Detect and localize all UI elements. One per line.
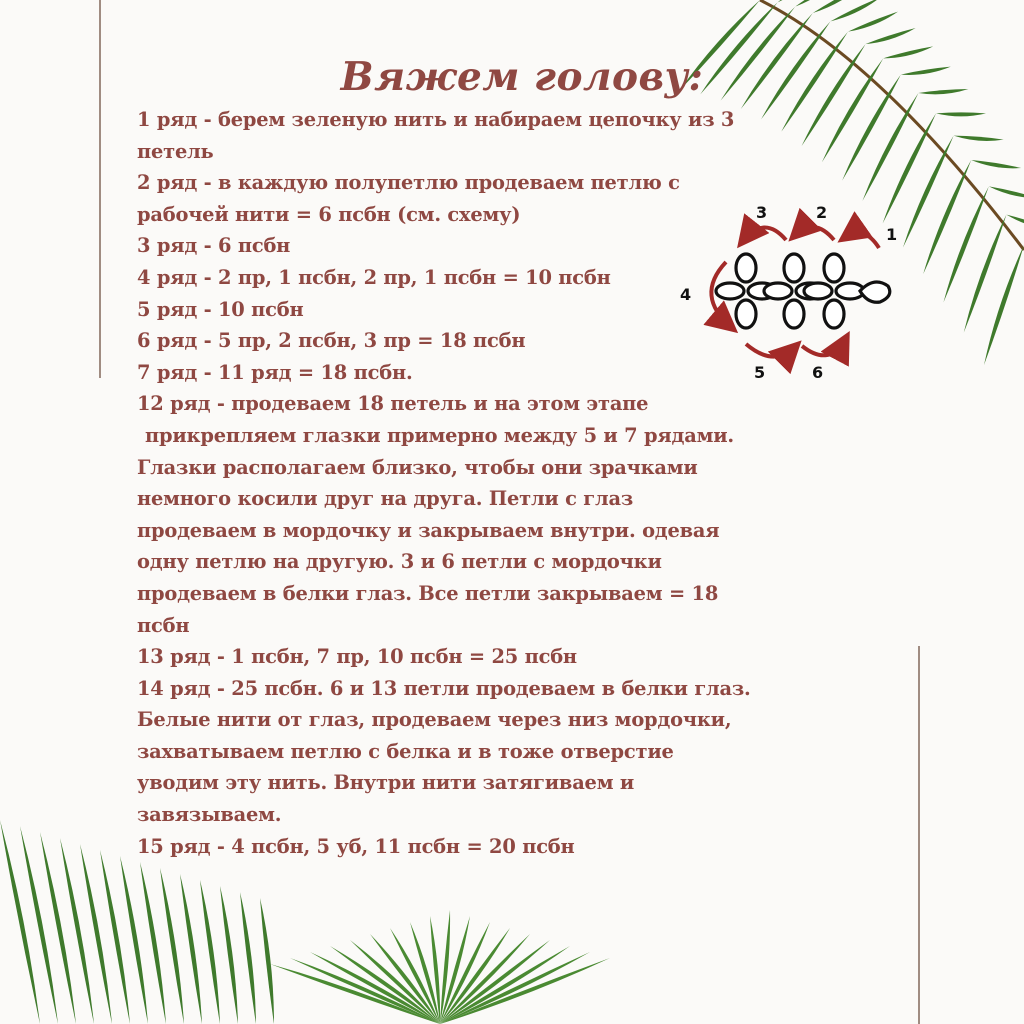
arrow-6	[802, 338, 846, 355]
arrow-3	[742, 227, 786, 242]
arrow-1	[844, 233, 879, 248]
text-line: немного косили друг на друга. Петли с глаз	[137, 487, 633, 511]
text-line: Белые нити от глаз, продеваем через низ мордочки,	[137, 708, 732, 732]
text-line: Глазки располагаем близко, чтобы они зрачками	[137, 455, 698, 479]
diagram-label-2: 2	[816, 203, 828, 222]
text-line: продеваем в белки глаз. Все петли закрываем = 18	[137, 581, 719, 605]
text-line: 6 ряд - 5 пр, 2 псбн, 3 пр = 18 псбн	[137, 329, 526, 353]
diagram-label-5: 5	[754, 363, 766, 382]
text-line: 13 ряд - 1 псбн, 7 пр, 10 псбн = 25 псбн	[137, 645, 577, 669]
arrow-5	[746, 344, 796, 357]
text-line: 7 ряд - 11 ряд = 18 псбн.	[137, 360, 413, 384]
text-line: 4 ряд - 2 пр, 1 псбн, 2 пр, 1 псбн = 10 псбн	[137, 265, 611, 289]
text-line: псбн	[137, 613, 190, 637]
text-line: одну петлю на другую. 3 и 6 петли с мордочки	[137, 550, 662, 574]
text-line: захватываем петлю с белка и в тоже отверстие	[137, 739, 674, 763]
palm-leaf-bottom-center-icon	[250, 900, 630, 1024]
text-line: продеваем в мордочку и закрываем внутри. одевая	[137, 518, 720, 542]
diagram-label-6: 6	[812, 363, 824, 382]
text-line: 15 ряд - 4 псбн, 5 уб, 11 псбн = 20 псбн	[137, 834, 575, 858]
text-line: уводим эту нить. Внутри нити затягиваем и	[137, 771, 635, 795]
text-line: 12 ряд - продеваем 18 петель и на этом этапе	[137, 392, 649, 416]
diagram-label-4: 4	[680, 285, 692, 304]
text-line: рабочей нити = 6 псбн (см. схему)	[137, 202, 521, 226]
diagram-label-1: 1	[886, 225, 898, 244]
text-line: 14 ряд - 25 псбн. 6 и 13 петли продеваем в белки глаз.	[137, 676, 751, 700]
text-line: завязываем.	[137, 803, 282, 827]
text-line: 2 ряд - в каждую полупетлю продеваем петлю с	[137, 171, 680, 195]
diagram-label-3: 3	[756, 203, 768, 222]
text-line: 3 ряд - 6 псбн	[137, 234, 291, 258]
text-line: прикрепляем глазки примерно между 5 и 7 рядами.	[145, 423, 734, 447]
text-line: 1 ряд - берем зеленую нить и набираем цепочку из 3	[137, 108, 735, 131]
page-title: Вяжем голову:	[340, 54, 704, 100]
stitch-diagram	[680, 196, 914, 386]
text-line: 5 ряд - 10 псбн	[137, 297, 304, 321]
right-divider-line	[918, 646, 920, 1024]
arrow-2	[794, 227, 834, 240]
text-line: петель	[137, 139, 214, 163]
